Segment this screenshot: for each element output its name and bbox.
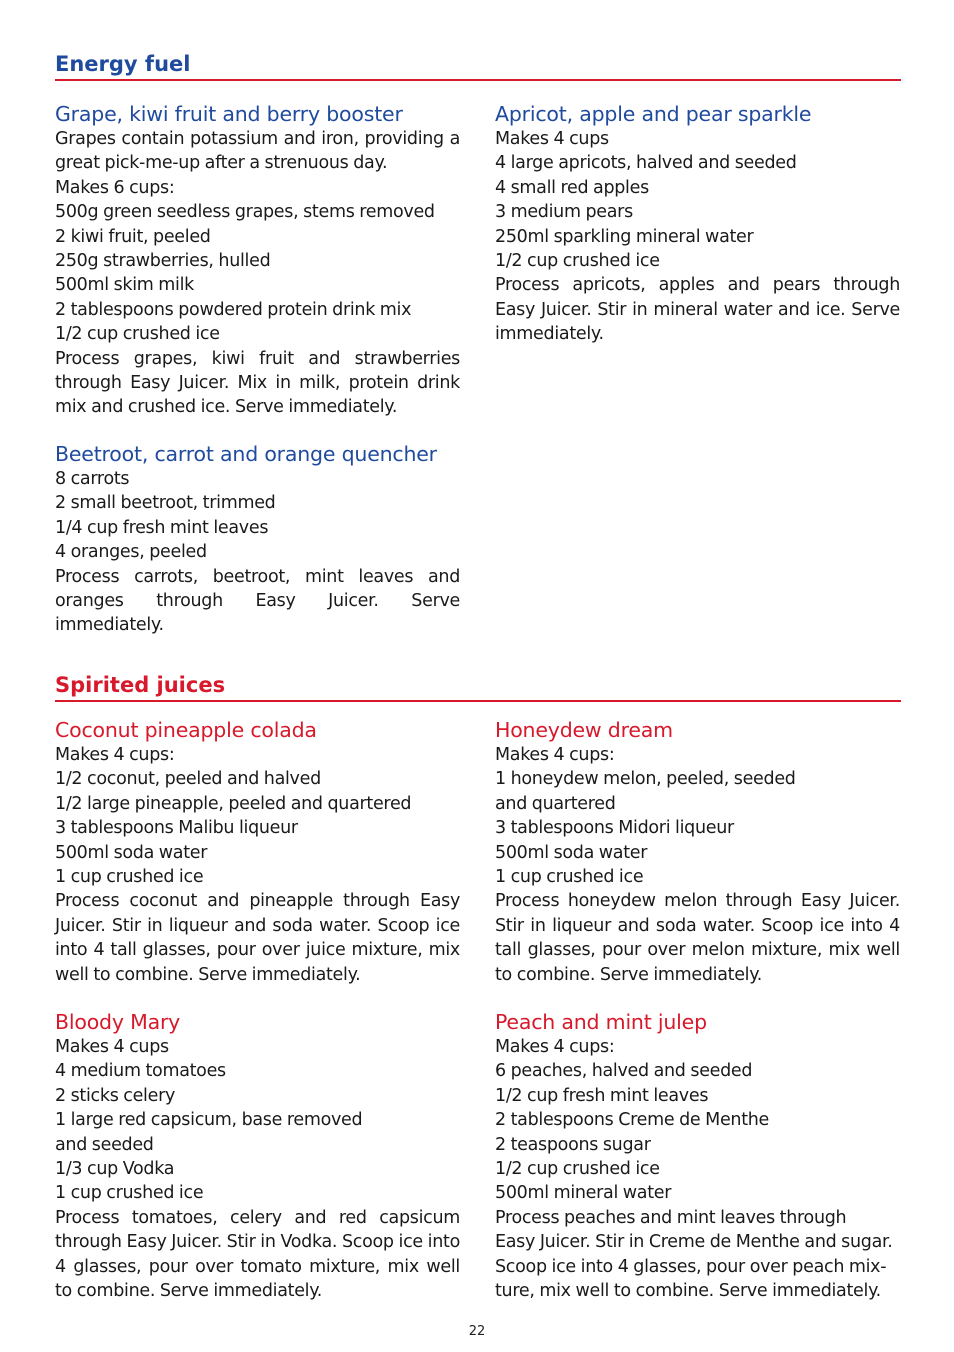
recipe-line: 500g green seedless grapes, stems removed	[55, 202, 435, 223]
recipe-title: Honeydew dream	[495, 718, 673, 742]
recipe-line: Makes 6 cups:	[55, 177, 175, 198]
recipe-line: Makes 4 cups	[55, 1037, 169, 1057]
recipe-line: 1/2 large pineapple, peeled and quartered	[55, 793, 412, 814]
recipe-line: 1/2 coconut, peeled and halved	[55, 769, 321, 790]
recipe-method: Process grapes, kiwi fruit and strawberries through Easy Juicer. Mix in milk, protein drink mix and crushed ice. Serve immediately.	[55, 348, 460, 418]
recipe-line: 6 peaches, halved and seeded	[495, 1061, 753, 1082]
recipe-line: 1/3 cup Vodka	[55, 1159, 175, 1180]
recipe-line: 4 large apricots, halved and seeded	[495, 153, 797, 174]
recipe-title: Coconut pineapple colada	[55, 718, 317, 742]
section-title-spirited-juices: Spirited juices	[55, 672, 901, 702]
recipe-line: 3 tablespoons Midori liqueur	[495, 818, 734, 839]
recipe-line: 2 tablespoons powdered protein drink mix	[55, 299, 412, 320]
recipe-line: 500ml soda water	[55, 842, 208, 863]
recipe-line: 1 cup crushed ice	[55, 1183, 204, 1204]
recipe-line: 4 small red apples	[495, 177, 649, 198]
recipe-line: 2 sticks celery	[55, 1085, 176, 1106]
recipe-title: Apricot, apple and pear sparkle	[495, 102, 812, 126]
recipe-line: 1/2 cup crushed ice	[495, 251, 660, 272]
recipe-line: 1 honeydew melon, peeled, seeded	[495, 769, 796, 790]
recipe-line: and seeded	[55, 1134, 154, 1155]
recipe-line: 2 teaspoons sugar	[495, 1134, 651, 1155]
recipe-bloody-mary	[55, 1009, 460, 1303]
recipe-line: 250ml sparkling mineral water	[495, 226, 754, 247]
recipe-honeydew-dream	[495, 717, 900, 987]
recipe-line: 4 medium tomatoes	[55, 1061, 226, 1082]
recipe-beetroot-carrot-orange	[55, 441, 460, 638]
recipe-line: 1 cup crushed ice	[55, 867, 204, 888]
recipe-title: Grape, kiwi fruit and berry booster	[55, 102, 403, 126]
recipe-line: Makes 4 cups:	[495, 745, 615, 765]
recipe-line: 3 tablespoons Malibu liqueur	[55, 818, 298, 839]
recipe-line: 1/2 cup fresh mint leaves	[495, 1085, 709, 1106]
recipe-intro: Grapes contain potassium and iron, providing a great pick-me-up after a strenuous day.	[55, 129, 460, 174]
recipe-method: Process apricots, apples and pears through Easy Juicer. Stir in mineral water and ice. Serve immediately.	[495, 275, 900, 345]
recipe-line: 4 oranges, peeled	[55, 542, 207, 563]
recipe-line: and quartered	[495, 793, 616, 814]
recipe-apricot-apple-pear	[495, 101, 900, 347]
recipe-line: 500ml skim milk	[55, 275, 195, 296]
recipe-method: Process tomatoes, celery and red capsicum through Easy Juicer. Stir in Vodka. Scoop ice into 4 glasses, pour over tomato mixture, mix well to combine. Serve immediately.	[55, 1207, 460, 1302]
recipe-title: Peach and mint julep	[495, 1010, 707, 1034]
recipe-coconut-pineapple-colada	[55, 717, 460, 987]
recipe-line: 1/2 cup crushed ice	[55, 324, 220, 345]
recipe-line: 1 large red capsicum, base removed	[55, 1110, 363, 1131]
recipe-line: 2 tablespoons Creme de Menthe	[495, 1110, 770, 1131]
recipe-method-line: ture, mix well to combine. Serve immediately.	[495, 1281, 881, 1302]
recipe-line: Makes 4 cups	[495, 129, 609, 149]
recipe-line: Makes 4 cups:	[55, 745, 175, 765]
recipe-peach-mint-julep	[495, 1009, 900, 1303]
section-title-energy-fuel: Energy fuel	[55, 51, 901, 81]
recipe-method: Process carrots, beetroot, mint leaves and oranges through Easy Juicer. Serve immediately.	[55, 566, 460, 636]
recipe-line: 500ml soda water	[495, 842, 648, 863]
recipe-method: Process honeydew melon through Easy Juicer. Stir in liqueur and soda water. Scoop ice into 4 tall glasses, pour over melon mixture, mix well to combine. Serve immediately.	[495, 891, 900, 985]
recipe-method-line: Process peaches and mint leaves through	[495, 1207, 847, 1228]
recipe-line: 1/4 cup fresh mint leaves	[55, 517, 269, 538]
recipe-method-line: Easy Juicer. Stir in Creme de Menthe and sugar.	[495, 1232, 893, 1253]
page-number: 22	[468, 1324, 486, 1339]
recipe-line: 1 cup crushed ice	[495, 867, 644, 888]
recipe-method-line: Scoop ice into 4 glasses, pour over peach mix-	[495, 1256, 887, 1277]
recipe-line: 8 carrots	[55, 469, 130, 489]
recipe-title: Beetroot, carrot and orange quencher	[55, 442, 437, 466]
recipe-method: Process coconut and pineapple through Easy Juicer. Stir in liqueur and soda water. Scoop ice into 4 tall glasses, pour over juice mixture, mix well to combine. Serve immediately.	[55, 891, 460, 985]
recipe-line: 3 medium pears	[495, 202, 633, 223]
recipe-line: 2 kiwi fruit, peeled	[55, 226, 211, 247]
recipe-line: 1/2 cup crushed ice	[495, 1159, 660, 1180]
recipe-line: 500ml mineral water	[495, 1183, 672, 1204]
recipe-line: 250g strawberries, hulled	[55, 251, 271, 272]
recipe-line: Makes 4 cups:	[495, 1037, 615, 1057]
recipe-line: 2 small beetroot, trimmed	[55, 493, 276, 514]
recipe-title: Bloody Mary	[55, 1010, 181, 1034]
recipe-grape-kiwi-berry	[55, 101, 460, 420]
